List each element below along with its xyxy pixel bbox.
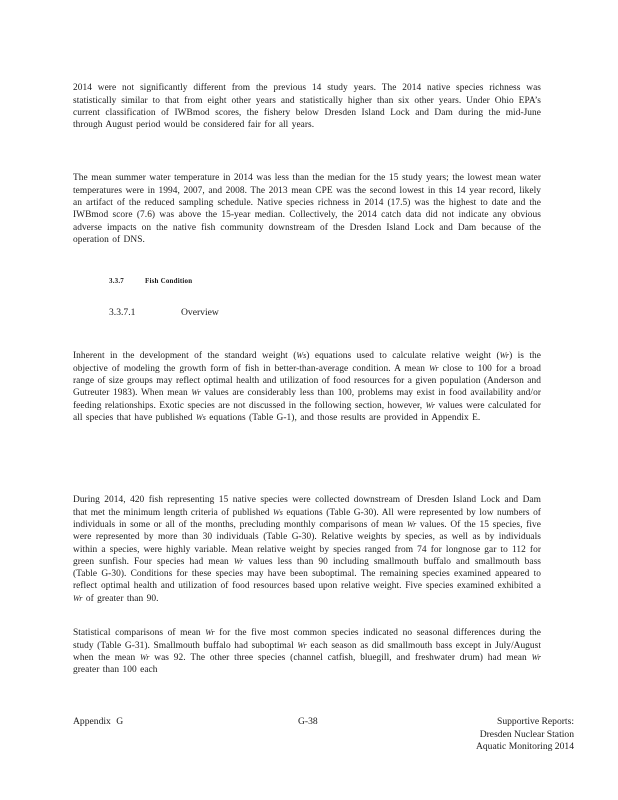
text-run: equations (Table G-1), and those results are provided in Appendix E.	[205, 412, 481, 423]
text-run: close to 100 for a broad range of size groups may reflect optimal health and utilization of food resources for a given population (Anderson and Gutreuter 1983). When mean	[73, 363, 541, 399]
ws-symbol: Ws	[273, 507, 283, 517]
text-run: of greater than 90.	[82, 593, 159, 604]
text-run: ) is the objective of modeling the growth form of fish in better-than-average condition. A mean	[73, 351, 541, 374]
text-run: for the five most common species indicated no seasonal differences during the study (Table G-31). Smallmouth buffalo had suboptimal	[73, 628, 541, 651]
footer-report-line: Dresden Nuclear Station	[479, 728, 574, 740]
wr-symbol: Wr	[191, 388, 201, 398]
subsection-title: Overview	[181, 307, 219, 318]
wr-symbol: Wr	[531, 652, 541, 662]
wr-symbol: Wr	[297, 640, 307, 650]
wr-symbol: Wr	[73, 593, 83, 603]
footer-appendix-label: Appendix G	[73, 716, 124, 727]
wr-symbol: Wr	[205, 628, 215, 638]
wr-symbol: Wr	[499, 351, 510, 361]
footer-page-number: G-38	[298, 716, 318, 727]
text-run: Inherent in the development of the standard weight (	[73, 351, 297, 362]
paragraph-relative-weight-intro	[73, 350, 541, 424]
subsection-number: 3.3.7.1	[109, 307, 136, 318]
section-number: 3.3.7	[109, 277, 124, 285]
text-run: Statistical comparisons of mean	[73, 628, 206, 639]
wr-symbol: Wr	[233, 556, 244, 566]
ws-symbol: Ws	[195, 412, 206, 422]
text-run: values. Of the 15 species, five were represented by more than 30 individuals (Table G-30). Relative weights by species, as well as by individuals within a species, were highly variable. Mean relative weight by species ranged from 74 for longnose gar to 112 for green sunfish. Four species had mean	[73, 519, 541, 567]
text-run: was 92. The other three species (channel catfish, bluegill, and freshwater drum) had mean	[149, 652, 532, 663]
text-run: each season as did smallmouth bass except in July/August when the mean	[73, 640, 542, 663]
ws-symbol: Ws	[296, 351, 307, 361]
subsection-heading-overview	[109, 307, 219, 318]
section-title: Fish Condition	[145, 277, 193, 285]
paragraph-2014-results	[73, 494, 541, 605]
text-run: ) equations used to calculate relative weight (	[306, 351, 500, 362]
text-run: values were calculated for all species that have published	[73, 400, 541, 423]
wr-symbol: Wr	[406, 519, 417, 529]
wr-symbol: Wr	[429, 363, 439, 373]
text-run: values are considerably less than 100, problems may exist in food availability and/or feeding relationships. Exotic species are not discussed in the following section, however,	[73, 388, 541, 411]
footer-report-line: Aquatic Monitoring 2014	[475, 741, 574, 753]
section-heading-fish-condition	[109, 277, 192, 285]
paragraph-statistical-comparisons	[73, 627, 541, 676]
paragraph-temperature-summary: The mean summer water temperature in 2014 was less than the median for the 15 study years; the lowest mean water temperatures were in 1994, 2007, and 2008. The 2013 mean CPE was the second lowest in this 14 year record, likely an artifact of the reduced sampling schedule. Native species richness in 2014 (17.5) was the highest to date and the IWBmod score (7.6) was above the 15-year median. Collectively, the 2014 catch data did not indicate any obvious adverse impacts on the native fish community downstream of the Dresden Island Lock and Dam because of the operation of DNS.	[73, 173, 541, 245]
text-run: During 2014, 420 fish representing 15 native species were collected downstream of Dresden Island Lock and Dam that met the minimum length criteria of published	[73, 495, 541, 518]
footer-report-title	[476, 716, 574, 754]
wr-symbol: Wr	[425, 400, 436, 410]
text-run: greater than 100 each	[73, 665, 158, 676]
footer-report-line: Supportive Reports:	[496, 716, 574, 727]
text-run: equations (Table G-30). All were represented by low numbers of individuals in some or all of the months, precluding monthly comparisons of mean	[73, 507, 541, 530]
text-run: values less than 90 including smallmouth buffalo and smallmouth bass (Table G-30). Conditions for these species may have been suboptimal. The remaining species examined appeared to reflect optimal health and utilization of food resources based upon relative weight. Five species examined exhibited a	[73, 556, 541, 592]
wr-symbol: Wr	[140, 652, 150, 662]
paragraph-iwbmod-comparison: 2014 were not significantly different from the previous 14 study years. The 2014 native species richness was statistically similar to that from eight other years and statistically higher than six other years. Under Ohio EPA’s current classification of IWBmod scores, the fishery below Dresden Island Lock and Dam during the mid-June through August period would be considered fair for all years.	[73, 83, 541, 131]
